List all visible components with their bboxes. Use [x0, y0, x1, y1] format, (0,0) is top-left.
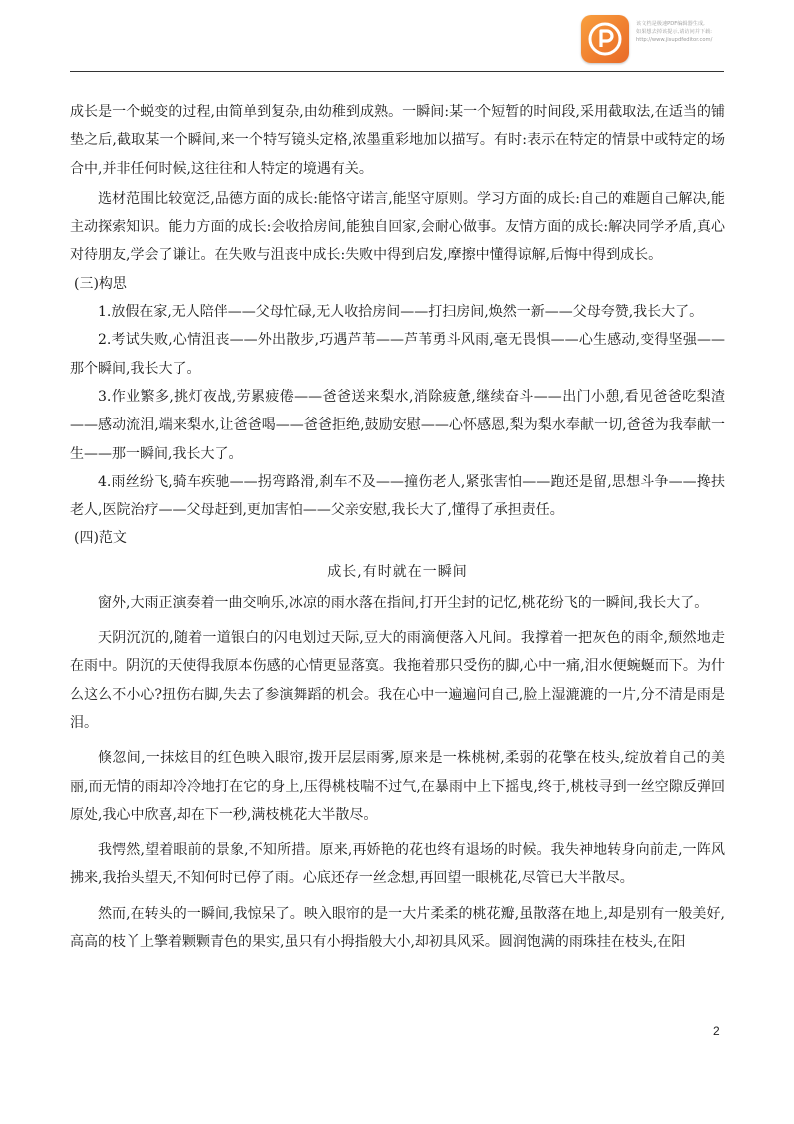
- essay-paragraph: 天阴沉沉的,随着一道银白的闪电划过天际,豆大的雨滴便落入凡间。我撑着一把灰色的雨伞,颓然地走在雨中。阴沉的天使得我原本伤感的心情更显落寞。我拖着那只受伤的脚,心中一痛,泪水便蜿蜒而下。为什么这么不小心?扭伤右脚,失去了参演舞蹈的机会。我在心中一遍遍问自己,脸上湿漉漉的一片,分不清是雨是泪。: [70, 630, 725, 731]
- essay-paragraph: 然而,在转头的一瞬间,我惊呆了。映入眼帘的是一大片柔柔的桃花瓣,虽散落在地上,却是别有一般美好,高高的枝丫上擎着颗颗青色的果实,虽只有小拇指般大小,却初具风采。圆润饱满的雨珠挂在枝头,在阳: [70, 905, 725, 951]
- header-note-url: http://www.jisupdfeditor.com/: [636, 37, 713, 43]
- outline-item: 2.考试失败,心情沮丧——外出散步,巧遇芦苇——芦苇勇斗风雨,毫无畏惧——心生感动,变得坚强——那个瞬间,我长大了。: [70, 332, 725, 377]
- intro-paragraph: 成长是一个蜕变的过程,由简单到复杂,由幼稚到成熟。一瞬间:某一个短暂的时间段,采用截取法,在适当的铺垫之后,截取某一个瞬间,来一个特写镜头定格,浓墨重彩地加以描写。有时:表示在特定的情景中或特定的场合中,并非任何时候,这往往和人特定的境遇有关。: [70, 104, 725, 177]
- essay-paragraph: 窗外,大雨正演奏着一曲交响乐,冰凉的雨水落在指间,打开尘封的记忆,桃花纷飞的一瞬间,我长大了。: [98, 594, 709, 611]
- header-note-line: 如果想去掉该提示,请访问并下载:: [636, 29, 713, 35]
- essay-paragraph: 倏忽间,一抹炫目的红色映入眼帘,拨开层层雨雾,原来是一株桃树,柔弱的花擎在枝头,绽放着自己的美丽,而无情的雨却冷冷地打在它的身上,压得桃枝喘不过气,在暴雨中上下摇曳,终于,桃枝寻到一丝空隙反弹回原处,我心中欣喜,却在下一秒,满枝桃花大半散尽。: [70, 750, 725, 823]
- header-note-line: 该文档是极速PDF编辑器生成,: [636, 21, 705, 27]
- jisu-pdf-logo-icon: [581, 15, 629, 63]
- logo-p-icon: [587, 21, 623, 57]
- essay-paragraph: 我愕然,望着眼前的景象,不知所措。原来,再娇艳的花也终有退场的时候。我失神地转身向前走,一阵风拂来,我抬头望天,不知何时已停了雨。心底还存一丝念想,再回望一眼桃花,尽管已大半散尽。: [70, 842, 725, 887]
- page-number: 2: [713, 1024, 720, 1038]
- outline-item: 1.放假在家,无人陪伴——父母忙碌,无人收拾房间——打扫房间,焕然一新——父母夸赞,我长大了。: [98, 304, 704, 321]
- section-heading-conception: (三)构思: [74, 275, 127, 292]
- document-body: [70, 98, 725, 956]
- section-heading-sample: (四)范文: [74, 530, 127, 547]
- essay-title: 成长,有时就在一瞬间: [327, 563, 468, 580]
- header-divider: [70, 71, 724, 72]
- outline-item: 3.作业繁多,挑灯夜战,劳累疲倦——爸爸送来梨水,消除疲惫,继续奋斗——出门小憩,看见爸爸吃梨渣——感动流泪,端来梨水,让爸爸喝——爸爸拒绝,鼓励安慰——心怀感恩,梨为梨水奉献一切,爸爸为我奉献一生——那一瞬间,我长大了。: [70, 388, 725, 462]
- header-watermark-note: [636, 20, 786, 44]
- material-paragraph: 选材范围比较宽泛,品德方面的成长:能恪守诺言,能坚守原则。学习方面的成长:自己的难题自己解决,能主动探索知识。能力方面的成长:会收拾房间,能独自回家,会耐心做事。友情方面的成长:解决同学矛盾,真心对待朋友,学会了谦让。在失败与沮丧中成长:失败中得到启发,摩擦中懂得谅解,后悔中得到成长。: [70, 190, 725, 264]
- outline-item: 4.雨丝纷飞,骑车疾驰——拐弯路滑,刹车不及——撞伤老人,紧张害怕——跑还是留,思想斗争——搀扶老人,医院治疗——父母赶到,更加害怕——父亲安慰,我长大了,懂得了承担责任。: [70, 473, 725, 519]
